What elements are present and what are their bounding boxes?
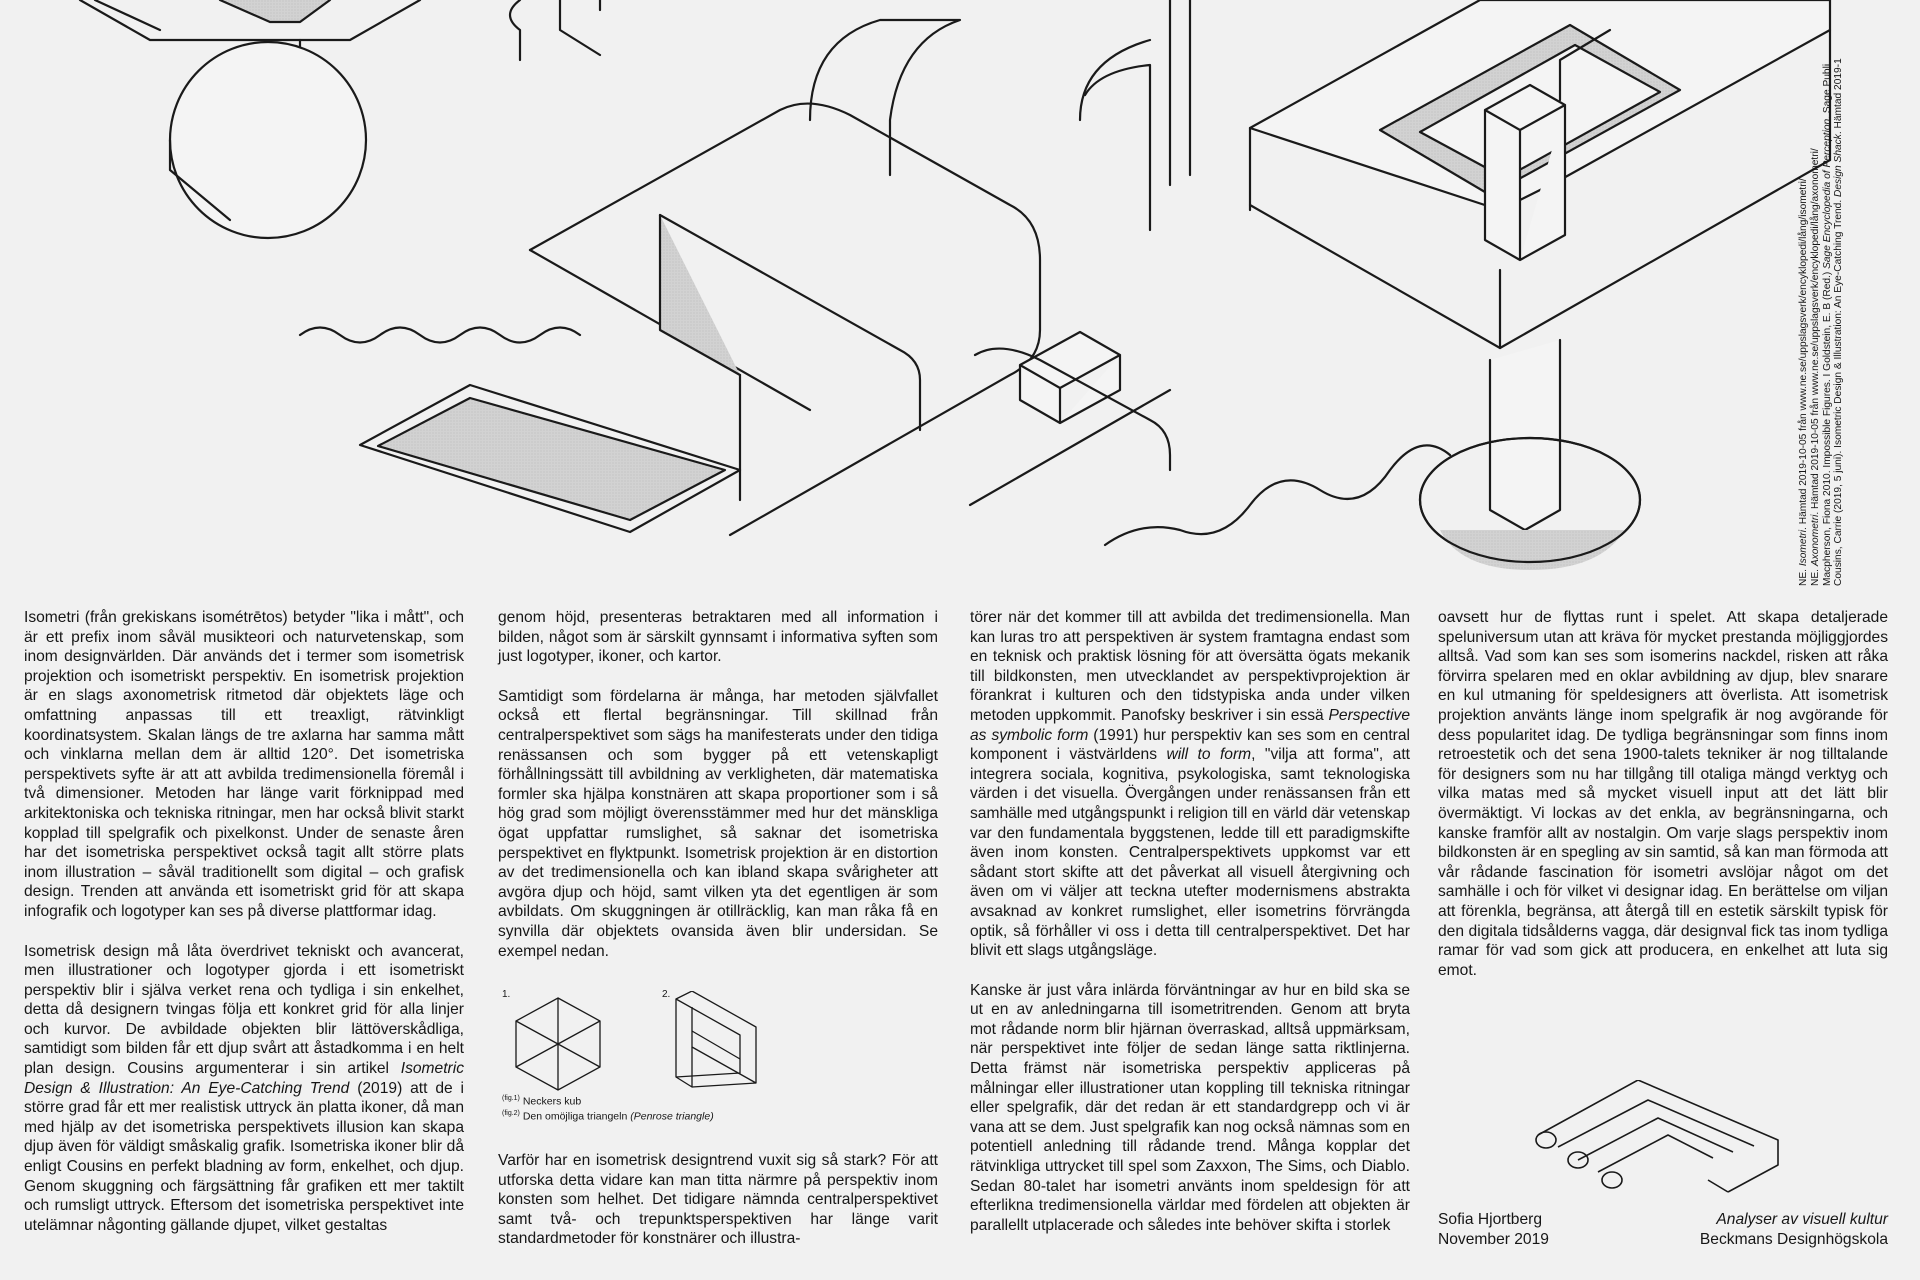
isometric-illustration xyxy=(0,0,1920,590)
footer-course xyxy=(1700,1210,1888,1249)
penrose-triangle-figure xyxy=(666,991,762,1095)
paragraph: Samtidigt som fördelarna är många, har metoden självfallet också ett flertal begränsningar. Till skillnad från centralperspektivet som sägs ha manifesterats under den tidiga renässansen och som bygger på ett vetenskapligt förhållningssätt till avbildning av verkligheten, där matematiska formler ska hjälpa konstnären att skapa proportioner som i så hög grad som möjligt överensstämmer med hur det mänskliga ögat uppfattar rumslighet, så saknar det isometriska perspektivet en flyktpunkt. Isometrisk projektion är en distortion av det tredimensionella och kan ibland skapa svårigheter att avgöra djup och höjd, samt vilken yta det egentligen är som avbildats. Om skuggningen är otillräcklig, kan man råka få en synvilla där objektets ovansida även blir undersidan. Se exempel nedan. xyxy=(498,687,938,960)
column-3 xyxy=(970,608,1410,1235)
reference: NE. Axonometri. Hämtad 2019-10-05 från www.ne.se/uppslagsverk/encyklopedi/lång/axonometri/ xyxy=(1809,148,1821,586)
sphere xyxy=(170,42,366,238)
figure-1-number: 1. xyxy=(502,989,511,1001)
paragraph: genom höjd, presenteras betraktaren med all information i bilden, något som är särskilt gynnsamt i informativa syften som just logotyper, ikoner, och kartor. xyxy=(498,609,938,666)
paragraph: oavsett hur de flyttas runt i spelet. Att skapa detaljerade speluniversum utan att kräva för mycket prestanda möjliggjordes alltså. Vad som kan ses som isomerins nackdel, risken att råka förvirra spelaren med en oklar avbildning av djup, blev snarare en kul utmaning för speldesigners att överlista. Att isometrisk projektion använts länge inom spelgrafik är nog avgörande för dess popularitet idag. De tydliga begränsningar som finns inom retroestetik och det sena 1900-talets tekniker är nog tilltalande för designers som nu har tillgång till otaliga mängd verktyg och vilka matas med så mycket visuell input att det lätt blir övermäktigt. Vi lockas av det enkla, av begränsningarna, och kanske framför allt av nostalgin. Om varje slags perspektiv inom bildkonsten är en spegling av sin samtid, så kan man förmoda att vår rådande fascination för isometri avslöjar något om det samhälle i och för vilket vi designar idag. En berättelse om viljan att förenkla, begränsa, att återgå till en estetik särskilt typisk för den digitala tidsålderns vagga, där designval fick tas inom tydliga ramar för vad som gick att producera, en enkelhet att luta sig emot. xyxy=(1438,609,1888,979)
column-1 xyxy=(24,608,464,1235)
figure-captions: $^{(fig.1)}$ Neckers kub $^{(fig.2)}$ Den omöjliga triangeln (Penrose triangle) xyxy=(502,1095,714,1123)
wave-line-right xyxy=(1105,445,1450,545)
necker-cube-figure xyxy=(508,993,608,1093)
reference: NE. Isometri. Hämtad 2019-10-05 från www.ne.se/uppslagsverk/encyklopedi/lång/isometri/ xyxy=(1798,178,1809,586)
paragraph: Isometrisk design må låta överdrivet tekniskt och avancerat, men illustrationer och logotyper gjorda i ett isometriskt perspektiv blir i själva verket rena och tydliga i sin enkelhet, detta då designern tvingas följa ett konkret grid för alla linjer och kurvor. De avbildade objekten blir lättöverskådliga, samtidigt som bilden får ett djup svårt att åstadkomma i en helt plan design. Cousins argumenterar i sin artikel Isometric Design & Illustration: An Eye-Catching Trend (2019) att de i större grad får ett mer realistisk uttryck än platta ikoner, då man med hjälp av det isometriska perspektivets illusion kan skapa djup även för väldigt småskalig grafik. Isometriska ikoner blir då enligt Cousins en perfekt bladning av form, enkelhet, och djup. Genom skuggning och färgsättning får grafiken ett mer taktilt och rumsligt uttryck. Eftersom det isometriska perspektivet inte utelämnar någonting gällande djupet, vilket gestaltas xyxy=(24,942,464,1234)
paragraph: Isometri (från grekiskans isométrētos) betyder "lika i mått", och är ett prefix inom såväl musikteori och naturvetenskap, som inom designvärlden. Där används det i termer som isometrisk projektion och isometriskt perspektiv. En isometrisk projektion är en slags axonometrisk ritmetod där objektets läge och omfattning anpassas till ett treaxligt, rätvinkligt koordinatsystem. Skalan längs de tre axlarna har samma mått och vinklarna mellan dem är alltid 120°. Det isometriska perspektivets syfte är att att avbilda tredimensionella föremål i två dimensioner. Metoden har länge varit förknippad med arkitektoniska och tekniska ritningar, men har också blivit starkt kopplad till spelgrafik och pixelkonst. Under de senaste åren har det isometriska perspektivet också tagit allt större plats inom illustration – såväl traditionellt som digital – och grafisk design. Trenden att använda ett isometriskt grid för att skapa infografik och logotyper kan ses på diverse plattformar idag. xyxy=(24,609,464,920)
paragraph: Varför har en isometrisk designtrend vuxit sig så stark? För att utforska detta vidare kan man titta närmre på perspektiv inom konsten som helhet. Det tidigare nämnda centralperspektivet samt två- och trepunktsperspektiven har länge varit standardmetoder för konstnärer och illustra- xyxy=(498,1152,938,1248)
course-title: Analyser av visuell kultur xyxy=(1716,1211,1888,1228)
reference: Macpherson, Fiona 2010. Impossible Figures. I Goldstein, E. B (Red.) Sage Encyclopedia of Perception. Sage Publi xyxy=(1821,63,1833,586)
column-2 xyxy=(498,608,938,1249)
footer-author xyxy=(1438,1210,1549,1249)
support-column xyxy=(1490,340,1560,530)
author-name: Sofia Hjortberg xyxy=(1438,1211,1543,1228)
paragraph: Kanske är just våra inlärda förväntningar av hur en bild ska se ut en av anledningarna till isometritrenden. Genom att bryta mot rådande norm blir hjärnan överraskad, alltså uppmärksam, när perspektivet inte följer de sedan länge satta riktlinjerna. Detta främst när isometriska perspektiv appliceras på målningar eller illustrationer utan koppling till tekniska ritningar eller spelgrafik, där det redan är ett standardgrepp och vi är vana att se dem. Just spelgrafik kan nog också nämnas som en potentiell anledning till rådande trend. Många kopplar det rätvinkliga uttrycket till spel som Zaxxon, The Sims, och Diablo. Sedan 80-talet har isometri använts inom speldesign för att efterlikna tredimensionella världar med fördelen att objekten är parallellt utplacerade och således inte behöver skifta i storlek xyxy=(970,981,1410,1234)
reference: Cousins, Carrie (2019, 5 juni). Isometric Design & Illustration: An Eye-Catching Trend. Design Shack. Hämtad 2019-1 xyxy=(1833,58,1845,586)
figures xyxy=(498,985,938,1125)
pillar-left xyxy=(810,20,960,175)
date: November 2019 xyxy=(1438,1230,1549,1248)
tower xyxy=(1170,0,1190,185)
figure-2-number: 2. xyxy=(662,989,671,1001)
references xyxy=(1798,0,1845,586)
school-name: Beckmans Designhögskola xyxy=(1699,1230,1888,1248)
column-4 xyxy=(1438,608,1888,980)
impossible-trident-figure xyxy=(1518,1080,1798,1200)
paragraph: törer när det kommer till att avbilda det tredimensionella. Man kan luras tro att perspektiven är system framtagna endast som en teknisk och praktisk lösning för att översätta ögats mekanik till bildkonsten, men utvecklandet av perspektivprojektion är förankrat i kulturen och den tidstypiska anda under vilken metoden uppkommit. Panofsky beskriver i sin essä Perspective as symbolic form (1991) hur perspektiv kan ses som en central komponent i västvärldens will to form, "vilja att forma", att integrera sociala, kognitiva, psykologiska, samt teknologiska värden i det visuella. Övergången under renässansen från ett samhälle med utgångspunkt i religion till en värld där vetenskap var den fundamentala byggstenen, ledde till ett paradigmskifte även inom konsten. Centralperspektivets uppkomst var ett sådant stort skifte att det påverkat all visuell återgivning och även om vi väljer att teckna utefter modernismens abstrakta avsaknad av konkret rumslighet, eller isometrins förvrängda optik, så förhåller vi oss i detta till centralperspektivet. Det har blivit ett slags utgångsläge. xyxy=(970,609,1411,960)
wave-line xyxy=(300,328,580,343)
